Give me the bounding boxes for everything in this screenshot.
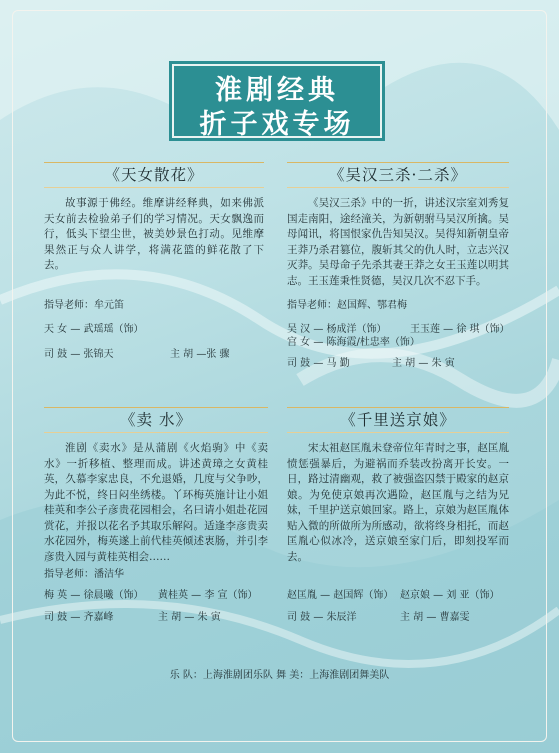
section-title: 《卖 水》 <box>44 407 268 433</box>
section-title: 《吴汉三杀·二杀》 <box>287 162 509 188</box>
cast-line: 王玉莲 — 徐 琪（饰） <box>410 324 510 335</box>
banner-title-line2: 折子戏专场 <box>199 109 355 140</box>
section-title: 《天女散花》 <box>44 162 264 188</box>
cast-line: 主 胡 — 朱 寅 <box>392 358 455 369</box>
section-body: 故事源于佛经。维摩讲经释典，如来佛派天女前去检验弟子们的学习情况。天女飘逸而行，低头下望尘世，被美妙景色打动。见维摩果然正与众人讲学，将满花篮的鲜花散了下去。 <box>44 197 264 271</box>
cast-line: 赵匡胤 — 赵国辉（饰） <box>287 590 394 601</box>
section-maishui <box>44 407 268 565</box>
cast-line: 天 女 — 武瑶瑶（饰） <box>44 324 144 335</box>
cast-line: 黄桂英 — 李 宣（饰） <box>158 590 258 601</box>
cast-line: 吴 汉 — 杨成洋（饰） <box>287 324 387 335</box>
banner-title-line1: 淮剧经典 <box>215 75 339 106</box>
section-tiannu <box>44 162 264 274</box>
section-wuhan <box>287 162 509 289</box>
cast-line: 主 胡 —张 骤 <box>170 349 230 360</box>
section-body: 宋太祖赵匡胤未登帝位年青时之事，赵匡胤愤惩强暴后，为避祸而乔装改扮离开长安。一日，路过清幽观，救了被强盗囚禁于殿家的赵京娘。为免使京娘再次遇险，赵匡胤与之结为兄妹，千里护送京娘回家。路上，京娘为赵匡胤体贴入微的所做所为所感动，欲将终身相托，而赵匡胤心似冰冷，送京娘至家门后，即刻投军而去。 <box>287 442 509 563</box>
cast-line: 司 鼓 — 张锦天 <box>44 349 114 360</box>
cast-line: 主 胡 — 朱 寅 <box>158 612 221 623</box>
teacher-credit: 指导老师：潘洁华 <box>44 569 124 580</box>
cast-line: 司 鼓 — 马 勤 <box>287 358 350 369</box>
teacher-credit: 指导老师：赵国辉、鄂君梅 <box>287 300 407 311</box>
cast-line: 司 鼓 — 齐嘉峰 <box>44 612 114 623</box>
cast-line: 赵京娘 — 刘 亚（饰） <box>400 590 500 601</box>
cast-line: 宫 女 — 陈海霞/杜忠率（饰） <box>287 337 420 348</box>
section-body: 淮剧《卖水》是从蒲剧《火焰驹》中《卖水》一折移植、整理而成。讲述黄璋之女黄桂英，久慕李家忠良，不允退婚，几度与父争吵，为此不悦，终日闷坐绣楼。丫环梅英施计让小姐桂英和李公子彦贵花园相会，名曰请小姐赴花园赏花，并报以花名予其取乐解闷。适逢李彦贵卖水花园外，梅英遂上前代桂英倾述衷肠，并引李彦贵入园与黄桂英相会…… <box>44 442 268 563</box>
section-body: 《吴汉三杀》中的一折，讲述汉宗室刘秀复国走南阳，途经潼关，为新朝驸马吴汉所擒。吴母闻讯，将国恨家仇告知吴汉。吴得知新朝皇帝王莽乃杀君篡位，腹斩其父的仇人时，立志兴汉灭莽。吴母命子先杀其妻王莽之女王玉莲以明其志。王玉莲秉性贤德，吴汉几次不忍下手。 <box>287 197 509 287</box>
section-qianli <box>287 407 509 565</box>
teacher-credit: 指导老师：牟元笛 <box>44 300 124 311</box>
section-title: 《千里送京娘》 <box>287 407 509 433</box>
title-banner <box>172 64 382 138</box>
cast-line: 主 胡 — 曹嘉雯 <box>400 612 470 623</box>
footer-credits: 乐 队：上海淮剧团乐队 舞 美：上海淮剧团舞美队 <box>169 670 390 681</box>
cast-line: 梅 英 — 徐晨曦（饰） <box>44 590 144 601</box>
cast-line: 司 鼓 — 朱辰洋 <box>287 612 357 623</box>
